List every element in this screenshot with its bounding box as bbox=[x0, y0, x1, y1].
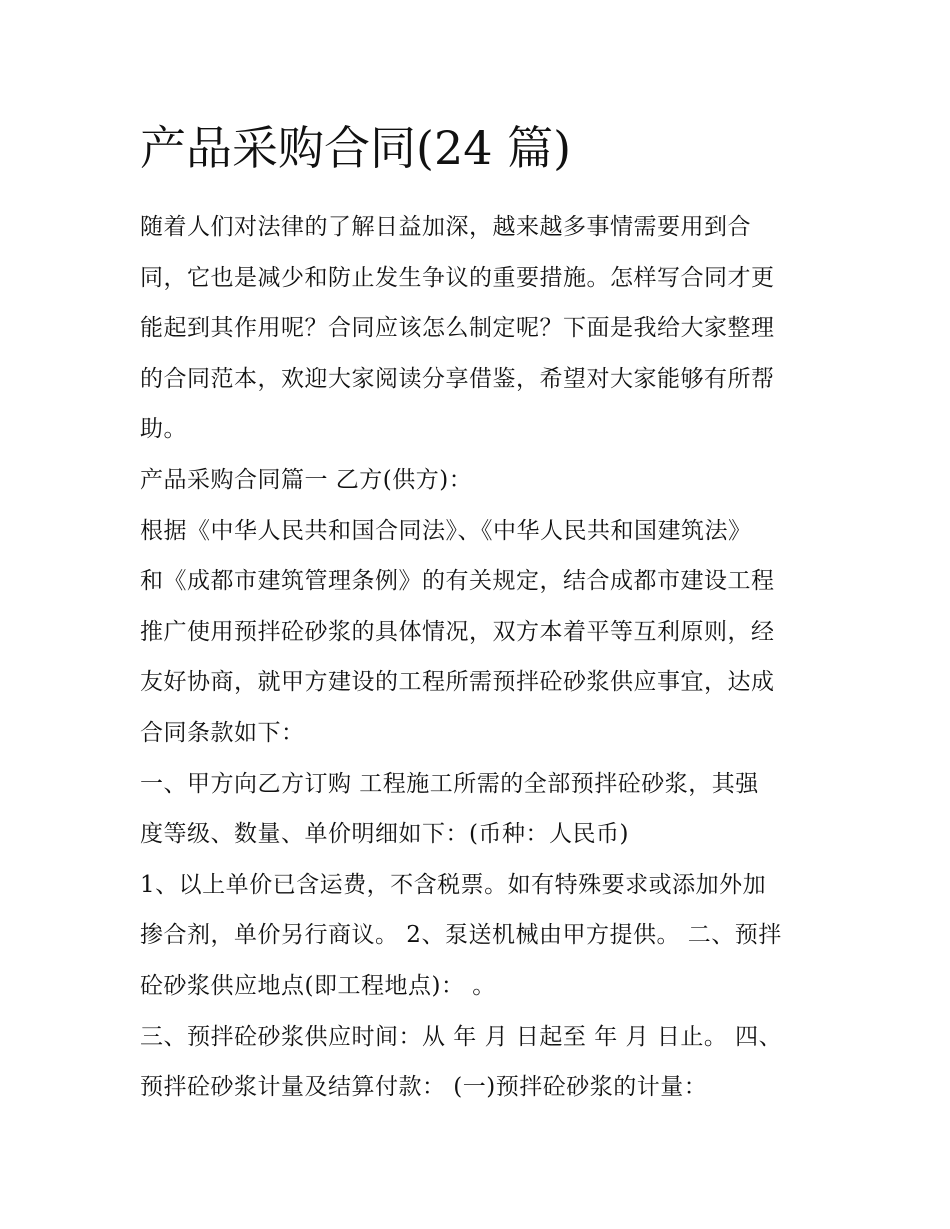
section-heading-paragraph bbox=[140, 455, 820, 506]
text-line: 1、以上单价已含运费，不含税票。如有特殊要求或添加外加 bbox=[140, 871, 767, 898]
basis-paragraph bbox=[140, 506, 820, 759]
text-line: 砼砂浆供应地点(即工程地点)： 。 bbox=[140, 972, 496, 999]
text-line: 一、甲方向乙方订购 工程施工所需的全部预拌砼砂浆，其强 bbox=[140, 770, 759, 797]
text-line: 能起到其作用呢？合同应该怎么制定呢？下面是我给大家整理 bbox=[140, 315, 775, 342]
document-body bbox=[140, 116, 820, 1113]
clause-one-paragraph bbox=[140, 759, 820, 860]
text-line: 同，它也是减少和防止发生争议的重要措施。怎样写合同才更 bbox=[140, 264, 775, 291]
text-line: 根据《中华人民共和国合同法》、《中华人民共和国建筑法》 bbox=[140, 517, 752, 544]
text-line: 合同条款如下： bbox=[140, 719, 305, 746]
text-line: 推广使用预拌砼砂浆的具体情况，双方本着平等互利原则，经 bbox=[140, 618, 775, 645]
clause-three-paragraph bbox=[140, 1012, 820, 1113]
text-line: 三、预拌砼砂浆供应时间：从 年 月 日起至 年 月 日止。 四、 bbox=[140, 1023, 783, 1050]
intro-paragraph bbox=[140, 202, 820, 455]
text-line: 预拌砼砂浆计量及结算付款： (一)预拌砼砂浆的计量： bbox=[140, 1074, 708, 1101]
text-line: 掺合剂，单价另行商议。 2、泵送机械由甲方提供。 二、预拌 bbox=[140, 922, 782, 949]
text-line: 度等级、数量、单价明细如下：(币种：人民币) bbox=[140, 821, 629, 848]
clause-notes-paragraph bbox=[140, 860, 820, 1012]
document-title: 产品采购合同(24 篇) bbox=[140, 121, 572, 175]
text-line: 的合同范本，欢迎大家阅读分享借鉴，希望对大家能够有所帮 bbox=[140, 365, 775, 392]
text-line: 助。 bbox=[140, 416, 187, 443]
text-line: 友好协商，就甲方建设的工程所需预拌砼砂浆供应事宜，达成 bbox=[140, 669, 775, 696]
text-line: 随着人们对法律的了解日益加深，越来越多事情需要用到合 bbox=[140, 214, 751, 240]
text-line: 和《成都市建筑管理条例》的有关规定，结合成都市建设工程 bbox=[140, 568, 775, 595]
text-line: 产品采购合同篇一 乙方(供方)： bbox=[140, 466, 473, 493]
